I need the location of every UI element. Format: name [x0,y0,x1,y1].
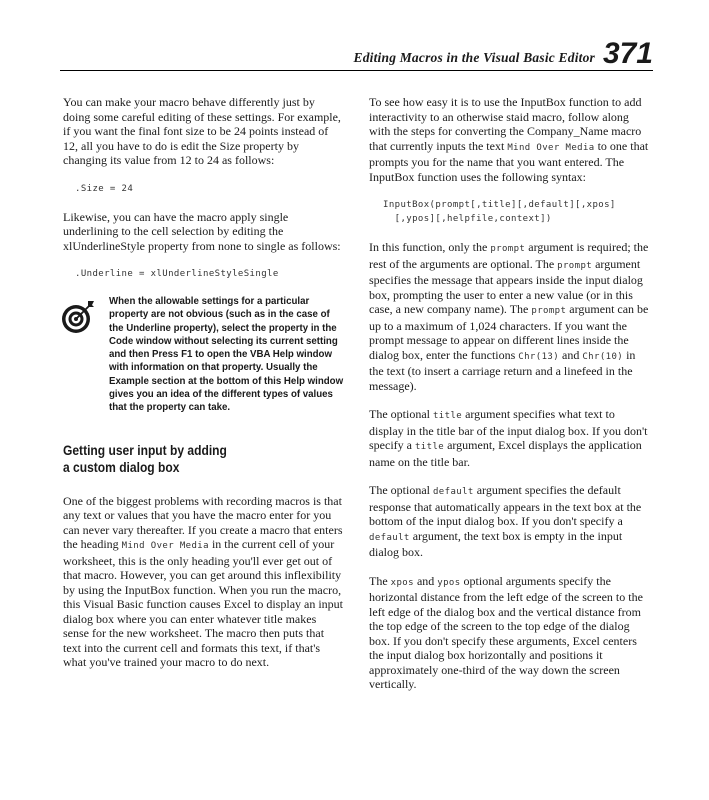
inline-code: prompt [490,244,526,254]
inline-code: default [369,532,410,543]
paragraph: In this function, only the prompt argument is required; the rest of the arguments are optional. The prompt argument specifies the message that appears inside the input dialog box, prompting the user to enter a new value (or in this case, a new company name). The prompt argument can be up to a maximum of 1,024 characters. If you want the prompt message to appear on different lines inside the dialog box, enter the functions Chr(13) and Chr(10) in the text (to insert a carriage return and a linefeed in the message). [369,240,649,393]
inline-code: prompt [531,306,567,316]
code-snippet: .Size = 24 [75,183,134,194]
inline-code: Mind Over Media [121,541,209,552]
running-header [60,30,653,71]
heading-line: a custom dialog box [63,458,180,475]
syntax-line: [,ypos][,helpfile,context]) [394,214,552,224]
paragraph: Likewise, you can have the macro apply single underlining to the cell selection by editing the xlUnderlineStyle property from none to single as follows: [63,209,341,253]
inline-code: Chr(10) [582,351,624,362]
inline-code: Mind Over Media [507,142,595,153]
page-number: 371 [602,37,653,70]
inline-code: title [414,442,445,452]
inline-code: ypos [437,577,461,588]
target-tip-icon [61,300,95,334]
syntax-line: InputBox(prompt[,title][,default][,xpos] [383,200,616,210]
inline-code: prompt [557,260,593,271]
section-heading [63,442,306,476]
paragraph: The optional default argument specifies the default response that automatically appears in the text box at the bottom of the input dialog box. If you don't specify a default argument, the text box is empty in the input dialog box. [369,483,642,559]
inline-code: title [432,411,463,421]
right-column [369,95,651,706]
paragraph: To see how easy it is to use the InputBox function to add interactivity to an otherwise staid macro, follow along with the steps for converting the Company_Name macro that currently inputs the text Mind Over Media to one that prompts you for the name that you want entered. The InputBox function uses the following syntax: [369,95,649,184]
paragraph: One of the biggest problems with recording macros is that any text or values that you have the macro enter for you can never vary thereafter. If you create a macro that enters the heading Mind Over Media in the current cell of your worksheet, this is the only heading you'll ever get out of that macro. However, you can get around this inflexibility by using the InputBox function. When you run the macro, this Visual Basic function causes Excel to display an input dialog box where you can enter whatever title makes sense for the new worksheet. The macro then puts that text into the current cell and formats this text, if that's what you've trained your macro to do next. [63,493,344,670]
paragraph: You can make your macro behave differently just by doing some careful editing of these settings. For example, if you want the final font size to be 24 points instead of 12, all you have to do is edit the Size property by changing its value from 12 to 24 as follows: [63,95,341,167]
left-column [63,95,345,684]
inline-code: default [432,487,474,497]
tip-text: When the allowable settings for a particular property are not obvious (such as in the case of the Underline property), select the property in the Code window without selecting its current setting and then Press F1 to open the VBA Help window with information on that property. Usually the Example section at the bottom of this Help window gives you an idea of the different types of values that the property can take. [109,296,344,414]
syntax-block [369,198,651,226]
code-snippet: .Underline = xlUnderlineStyleSingle [75,269,279,279]
tip-box [63,295,345,415]
inline-code: Chr(13) [518,351,560,362]
heading-line: Getting user input by adding [63,441,227,458]
running-title: Editing Macros in the Visual Basic Editor [353,50,595,65]
inline-code: xpos [390,577,414,588]
paragraph: The optional title argument specifies what text to display in the title bar of the input dialog box. If you don't specify a title argument, Excel displays the application name on the title bar. [369,407,648,469]
paragraph: The xpos and ypos optional arguments specify the horizontal distance from the left edge of the screen to the left edge of the dialog box and the vertical distance from the top edge of the screen to the top edge of the dialog box. If you don't specify these arguments, Excel centers the input dialog box horizontally and positions it approximately one-third of the way down the screen vertically. [369,573,643,691]
